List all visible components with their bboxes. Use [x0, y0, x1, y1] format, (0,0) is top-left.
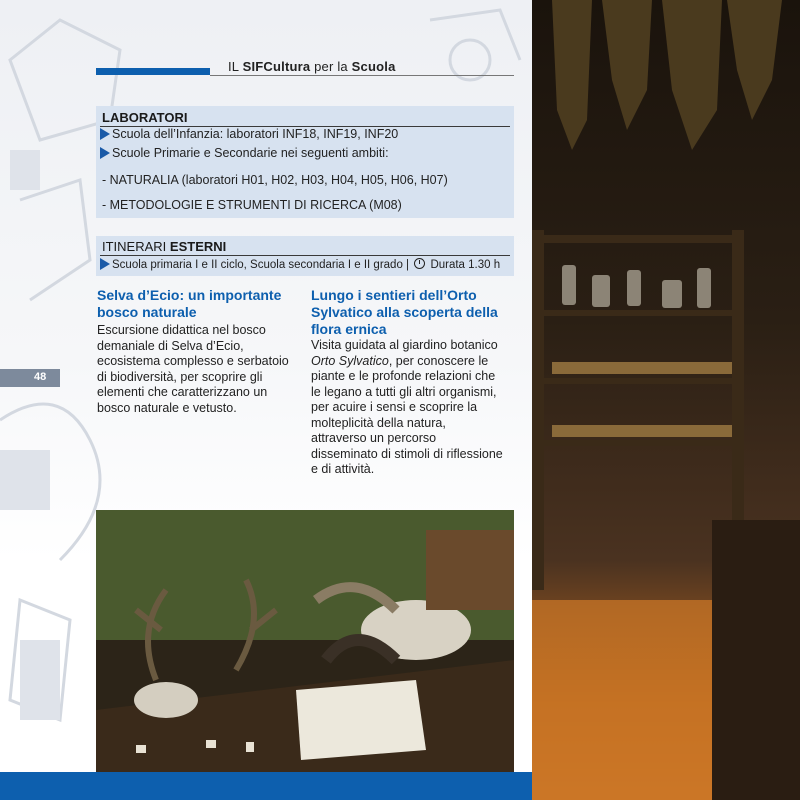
left-column-heading: Selva d’Ecio: un importante bosco naturale	[97, 287, 282, 320]
itinerari-title: ITINERARI ESTERNI	[102, 239, 227, 254]
header-title	[228, 59, 396, 74]
itinerari-line: Scuola primaria I e II ciclo, Scuola secondaria I e II grado | Durata 1.30 h	[100, 258, 500, 271]
header-accent-bar	[96, 68, 210, 75]
skulls-photo	[96, 510, 514, 772]
header-brand: SIFCultura	[242, 59, 311, 74]
laboratori-title: LABORATORI	[102, 110, 188, 125]
arrow-icon	[100, 147, 110, 159]
orto-sylvatico-italic: Orto Sylvatico	[311, 353, 389, 368]
museum-photo	[532, 0, 800, 800]
left-column-body: Escursione didattica nel bosco demaniale di Selva d’Ecio, ecosistema complesso e serbatoio di biodiversità, per scoprire gli elementi che caratterizzano un bosco naturale e vetusto.	[97, 323, 289, 415]
itinerari-rule	[100, 255, 510, 256]
arrow-icon	[100, 128, 110, 140]
laboratori-line-naturalia: - NATURALIA (laboratori H01, H02, H03, H04, H05, H06, H07)	[102, 173, 448, 187]
header-suffix: Scuola	[351, 59, 396, 74]
header-prefix: IL	[228, 59, 239, 74]
right-column-heading: Lungo i sentieri dell’Orto Sylvatico alla scoperta della flora ernica	[311, 287, 498, 337]
clock-icon	[414, 258, 425, 269]
arrow-icon	[100, 258, 110, 270]
header-middle: per la	[314, 59, 348, 74]
right-column-body: Visita guidata al giardino botanico Orto Sylvatico, per conoscere le piante e le profonde relazioni che le legano a tutti gli altri organismi, per acuire i sensi e scoprire la molteplicità della natura, attraverso un percorso disseminato di stimoli di riflessione e di attività.	[311, 338, 503, 476]
footer-band	[0, 772, 532, 800]
laboratori-line-primarie: Scuole Primarie e Secondarie nei seguenti ambiti:	[100, 146, 389, 160]
duration: Durata 1.30 h	[430, 259, 501, 271]
page-number: 48	[34, 371, 47, 383]
header-rule	[210, 75, 514, 76]
page-number-bar	[0, 369, 60, 387]
laboratori-line-infanzia: Scuola dell’Infanzia: laboratori INF18, INF19, INF20	[100, 127, 398, 141]
laboratori-line-metodologie: - METODOLOGIE E STRUMENTI DI RICERCA (M08)	[102, 198, 402, 212]
